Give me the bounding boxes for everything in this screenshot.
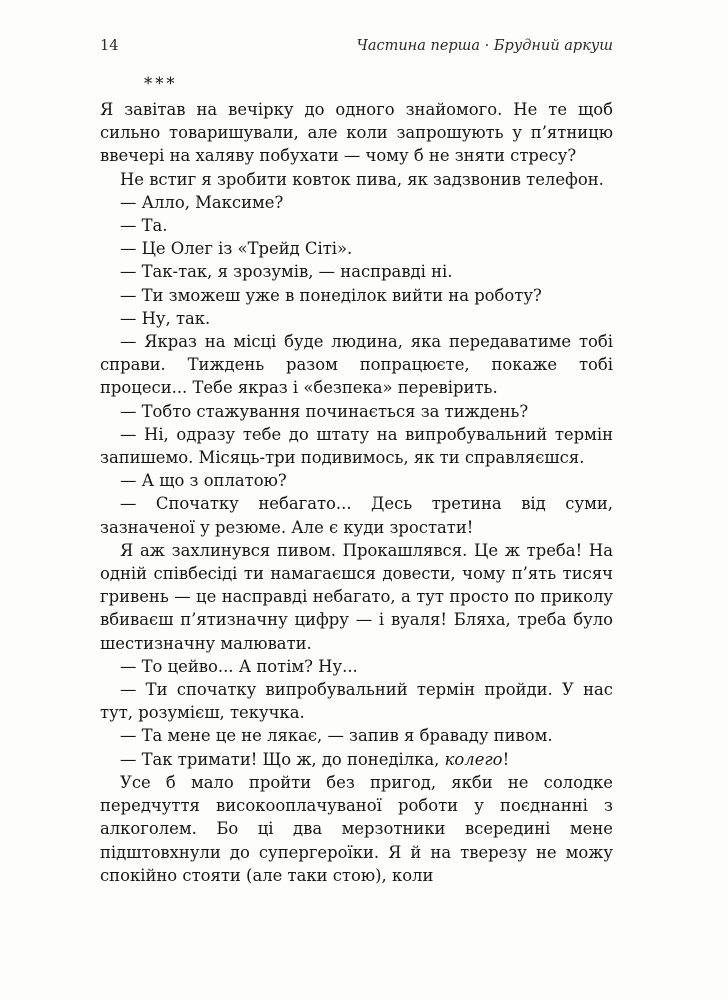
running-title: Частина перша · Брудний аркуш — [356, 38, 613, 54]
dialogue-line: — Ти зможеш уже в понеділок вийти на роботу? — [120, 285, 542, 305]
dialogue-line: — Тобто стажування починається за тиждень? — [120, 401, 529, 421]
dialogue-line: — Ну, так. — [120, 308, 211, 328]
dialogue-line: — Та мене це не лякає, — запив я браваду пивом. — [120, 726, 553, 746]
dialogue-line: — То цейво... А потім? Ну... — [120, 656, 358, 676]
section-separator: *** — [144, 74, 178, 93]
emphasis-before: — Так тримати! Що ж, до понеділка, — [120, 749, 445, 769]
paragraph: Не встиг я зробити ковток пива, як задзвонив телефон. — [120, 169, 604, 189]
emphasized-word: колего — [444, 749, 503, 769]
body-text — [100, 70, 613, 887]
paragraph: Я завітав на вечірку до одного знайомого. Не те щоб сильно товаришували, але коли запрошують у п’ятницю ввечері на халяву побухати — чому б не зняти стресу? — [100, 100, 613, 166]
dialogue-line: — Алло, Максиме? — [120, 192, 284, 212]
paragraph: Я аж захлинувся пивом. Прокашлявся. Це ж треба! На одній співбесіді ти намагаєшся довести, чому п’ять тисяч гривень — це насправді небагато, а тут просто по приколу вбиваєш п’ятизначну цифру — і вуаля! Бляха, треба було шестизначну малювати. — [100, 540, 613, 653]
paragraph: Усе б мало пройти без пригод, якби не солодке передчуття високооплачуваної роботи у поєднанні з алкоголем. Бо ці два мерзотники всередині мене підштовхнули до супергероїки. Я й на тверезу не можу спокійно стояти (але таки стою), коли — [100, 772, 613, 885]
dialogue-line-emphasis — [100, 748, 613, 771]
dialogue-line: — Якраз на місці буде людина, яка передаватиме тобі справи. Тиждень разом попрацюєте, покаже тобі процеси... Тебе якраз і «безпека» перевірить. — [100, 332, 613, 398]
dialogue-line: — А що з оплатою? — [120, 471, 287, 491]
dialogue-line: — Ти спочатку випробувальний термін пройди. У нас тут, розумієш, текучка. — [100, 680, 613, 723]
page-header — [100, 38, 613, 60]
dialogue-line: — Так-так, я зрозумів, — насправді ні. — [120, 262, 453, 282]
dialogue-line: — Та. — [120, 216, 168, 236]
dialogue-line: — Спочатку небагато... Десь третина від суми, зазначеної у резюме. Але є куди зростати! — [100, 494, 613, 537]
emphasis-after: ! — [502, 749, 510, 769]
dialogue-line: — Ні, одразу тебе до штату на випробувальний термін запишемо. Місяць-три подивимось, як ти справляєшся. — [100, 424, 613, 468]
dialogue-line: — Це Олег із «Трейд Сіті». — [120, 239, 353, 259]
page-number: 14 — [100, 38, 119, 54]
